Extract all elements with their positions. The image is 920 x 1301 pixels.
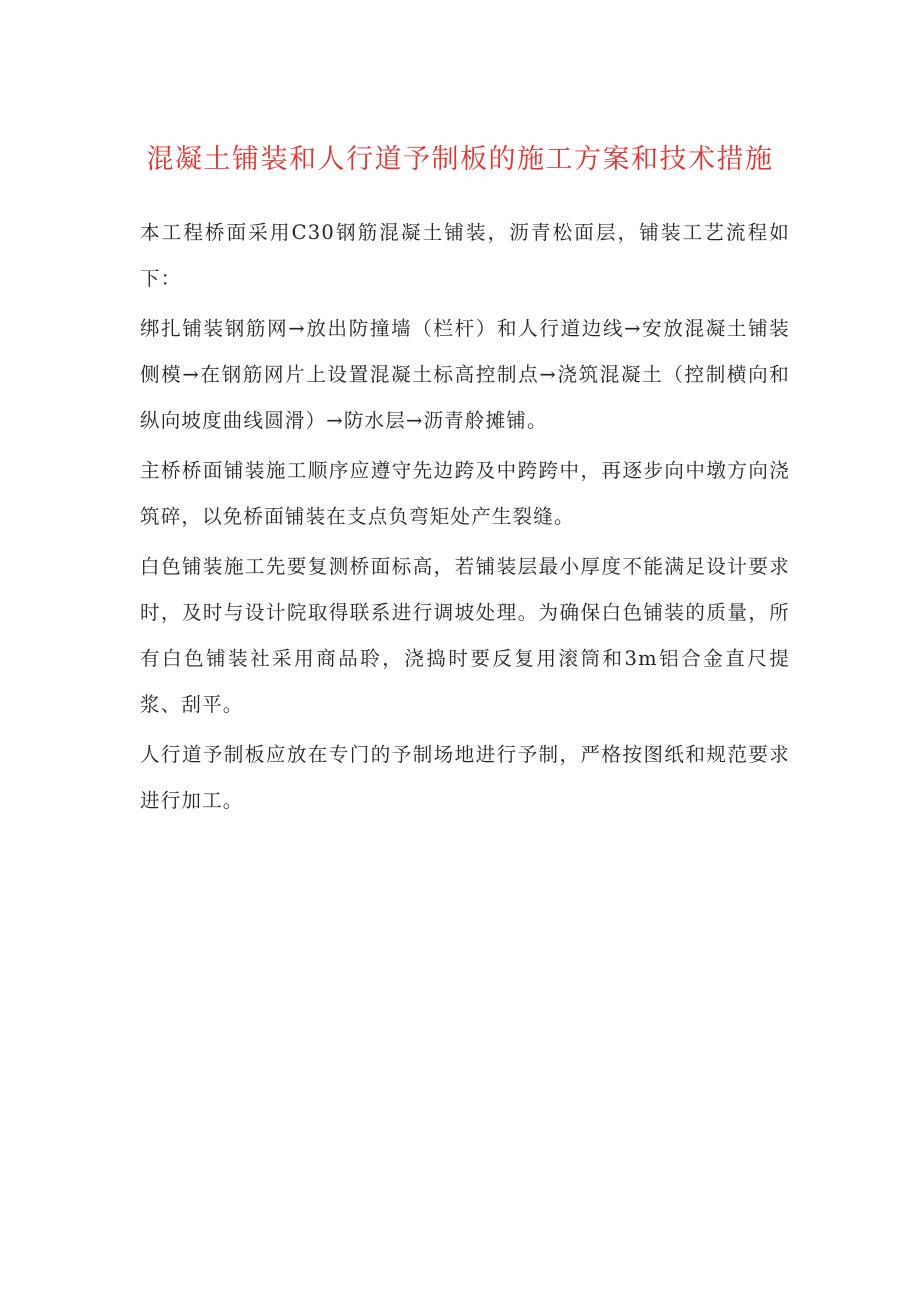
- paragraph-sidewalk-slabs: 人行道予制板应放在专门的予制场地进行予制，严格按图纸和规范要求进行加工。: [140, 743, 790, 812]
- paragraph-construction-order: 主桥桥面铺装施工顺序应遵守先边跨及中跨跨中，再逐步向中墩方向浇筑碎，以免桥面铺装在支点负弯矩处产生裂缝。: [140, 459, 790, 528]
- paragraph-process-steps: 绑扎铺装钢筋网→放出防撞墙（栏杆）和人行道边线→安放混凝土铺装侧模→在钢筋网片上设置混凝土标高控制点→浇筑混凝土（控制横向和纵向坡度曲线圆滑）→防水层→沥青舲摊铺。: [140, 317, 790, 432]
- paragraph-white-paving: 白色铺装施工先要复测桥面标高，若铺装层最小厚度不能满足设计要求时，及时与设计院取得联系进行调坡处理。为确保白色铺装的质量，所有白色铺装社采用商品聆，浇捣时要反复用滚筒和3m铝合金直尺提浆、刮平。: [140, 555, 790, 716]
- paragraph-process-intro: 本工程桥面采用C30钢筋混凝土铺装，沥青松面层，铺装工艺流程如下：: [140, 221, 790, 290]
- document-title: 混凝土铺装和人行道予制板的施工方案和技术措施: [146, 144, 774, 175]
- document-body: [140, 210, 790, 828]
